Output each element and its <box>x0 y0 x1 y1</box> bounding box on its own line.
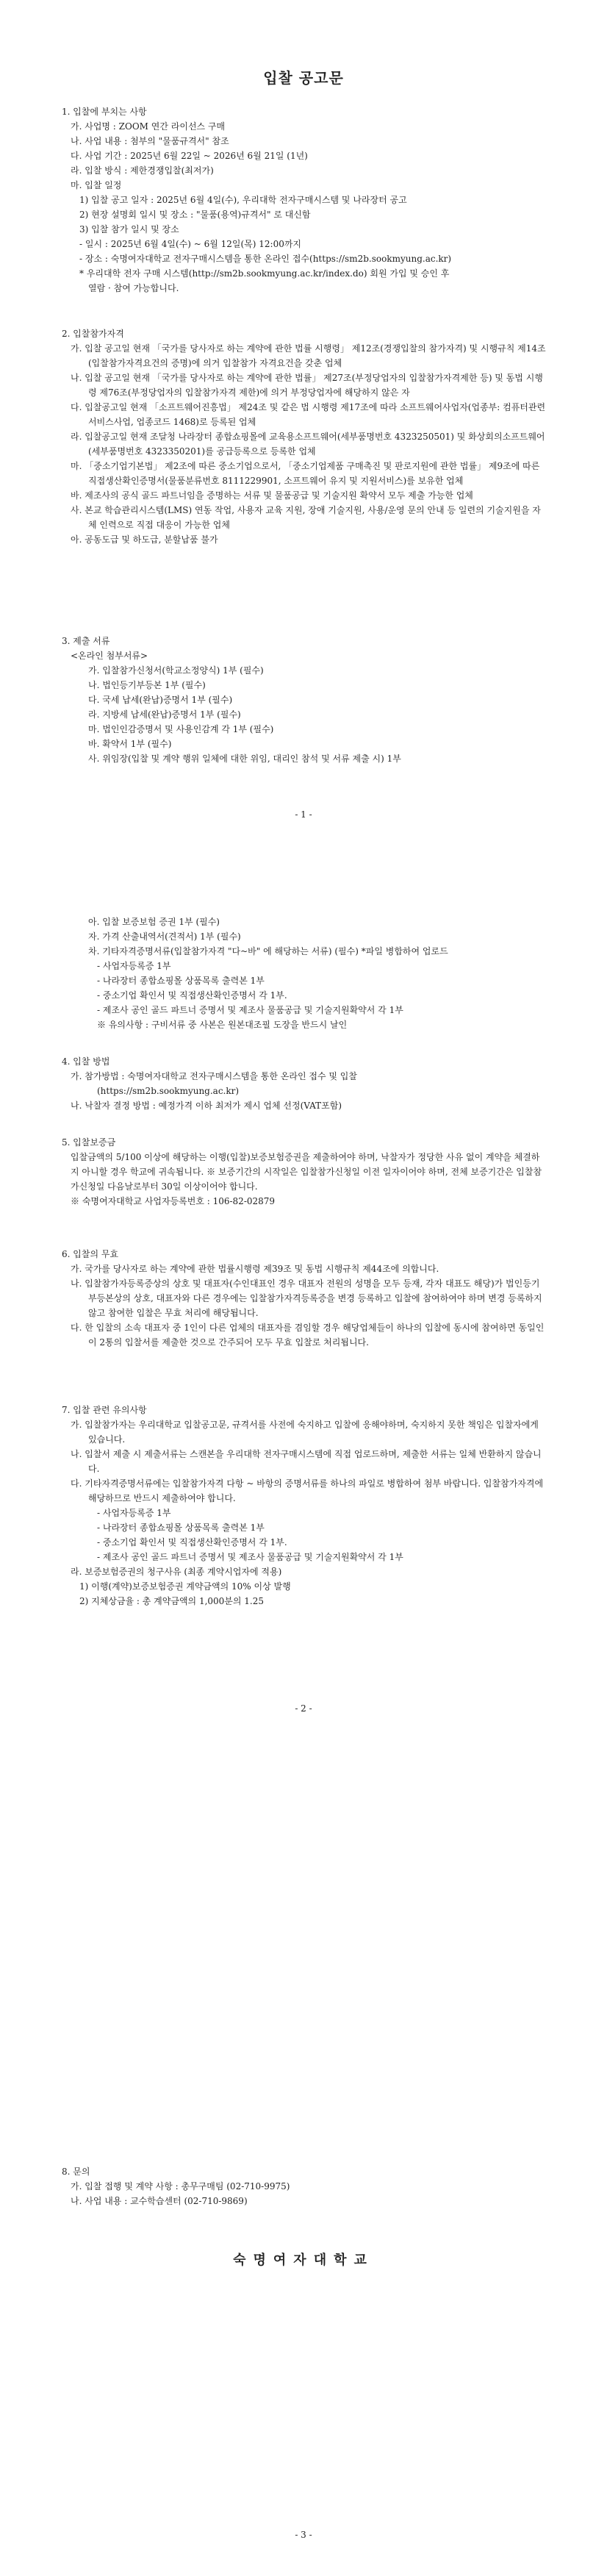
list-item: 다. 입찰공고일 현재 「소프트웨어진흥법」 제24조 및 같은 법 시행령 제17조에 따라 소프트웨어사업자(업종부: 컴퓨터관련서비스사업, 업종코드 1468)로 등록된 업체 <box>71 402 546 427</box>
list-item: - 중소기업 확인서 및 직접생산확인증명서 각 1부. <box>97 990 287 1001</box>
list-item: 1) 이행(계약)보증보험증권 계약금액의 10% 이상 발행 <box>79 1581 291 1592</box>
section-heading: 8. 문의 <box>62 2167 90 2177</box>
section-precautions <box>62 1403 547 1609</box>
list-item: 다. 사업 기간 : 2025년 6월 22일 ~ 2026년 6월 21일 (1년) <box>71 151 308 161</box>
list-item: 가. 참가방법 : 숙명여자대학교 전자구매시스템을 통한 온라인 접수 및 입찰 <box>71 1071 357 1081</box>
section-heading: 6. 입찰의 무효 <box>62 1249 119 1259</box>
list-item: 가. 입찰 접행 및 계약 사항 : 총무구매팀 (02-710-9975) <box>71 2181 290 2192</box>
section-heading: 2. 입찰참가자격 <box>62 329 124 339</box>
section-heading: 3. 제출 서류 <box>62 636 110 646</box>
section-documents <box>62 634 547 766</box>
list-item: 라. 보증보험증권의 청구사유 (최종 계약시업자에 적용) <box>71 1567 282 1577</box>
section-heading: 5. 입찰보증금 <box>62 1137 116 1148</box>
list-item: - 제조사 공인 골드 파트너 증명서 및 제조사 물품공급 및 기술지원확약서 각 1부 <box>97 1005 403 1015</box>
paragraph: 입찰금액의 5/100 이상에 해당하는 이행(입찰)보증보험증권을 제출하여야 하며, 낙찰자가 정당한 사유 없이 계약을 체결하지 아니할 경우 학교에 귀속됩니다. ※ 보증기간의 시작일은 입찰참가신청일 이전 일자이어야 하며, 전체 보증기간은 입찰참가신청일 다음날로부터 30일 이상이어야 합니다. <box>71 1152 542 1192</box>
list-item: 사. 위임장(입찰 및 계약 행위 일체에 대한 위임, 대리인 참석 및 서류 제출 시) 1부 <box>88 754 401 764</box>
list-item: 사. 본교 학습관리시스템(LMS) 연동 작업, 사용자 교육 지원, 장애 기술지원, 사용/운영 문의 안내 등 일련의 기술지원을 자체 인력으로 직접 대응이 가능한 업체 <box>71 505 541 530</box>
list-item: 나. 입찰참가자등록증상의 상호 및 대표자(수인대표인 경우 대표자 전원의 성명을 모두 등재, 각자 대표도 해당)가 법인등기부등본상의 상호, 대표자와 다른 경우에는 입찰참가자격등록증을 변경 등록하고 입찰에 참여하여야 하며 변경 등록하지 않고 참여한 입찰은 무효 처리에 해당됩니다. <box>71 1278 542 1318</box>
issuer-name: 숙명여자대학교 <box>233 2253 374 2268</box>
list-item: 바. 확약서 1부 (필수) <box>88 739 172 749</box>
list-item: - 나라장터 종합쇼핑몰 상품목록 출력본 1부 <box>97 976 265 986</box>
section-documents-continued <box>62 915 547 1032</box>
paragraph-note: ※ 숙명여자대학교 사업자등록번호 : 106-82-02879 <box>71 1196 276 1206</box>
list-item: 마. 법인인감증명서 및 사용인감계 각 1부 (필수) <box>88 724 274 734</box>
list-item: 다. 한 입찰의 소속 대표자 중 1인이 다른 업체의 대표자를 겸임할 경우 해당업체들이 하나의 입찰에 동시에 참여하면 동일인이 2통의 입찰서를 제출한 것으로 간주되어 모두 무효 입찰로 처리됩니다. <box>71 1323 545 1348</box>
list-item: 가. 입찰참가자는 우리대학교 입찰공고문, 규격서를 사전에 숙지하고 입찰에 응해야하며, 숙지하지 못한 책임은 입찰자에게 있습니다. <box>71 1420 539 1445</box>
page-number: - 3 - <box>295 2530 312 2540</box>
section-heading: 1. 입찰에 부치는 사항 <box>62 107 147 117</box>
list-item: 바. 제조사의 공식 골드 파트너임을 증명하는 서류 및 물품공급 및 기술지원 확약서 모두 제출 가능한 업체 <box>71 490 473 501</box>
list-item: - 일시 : 2025년 6월 4일(수) ~ 6월 12일(목) 12:00까지 <box>79 239 302 249</box>
list-item: 라. 지방세 납세(완납)증명서 1부 (필수) <box>88 709 241 720</box>
list-item: 라. 입찰공고일 현재 조달청 나라장터 종합쇼핑몰에 교육용소프트웨어(세부품명번호 4323250501) 및 화상회의소프트웨어(세부품명번호 4323350201)를 공급등록으로 등록한 업체 <box>71 432 545 457</box>
list-item: 2) 지체상금율 : 총 계약금액의 1,000분의 1.25 <box>79 1596 265 1606</box>
list-item: 나. 낙찰자 결정 방법 : 예정가격 이하 최저가 제시 업체 선정(VAT포함) <box>71 1101 342 1111</box>
section-contact <box>62 2164 547 2208</box>
section-qualifications <box>62 326 547 547</box>
list-item: 라. 입찰 방식 : 제한경쟁입찰(최저가) <box>71 165 214 176</box>
list-item: - 중소기업 확인서 및 직접생산확인증명서 각 1부. <box>97 1537 287 1548</box>
list-item: - 사업자등록증 1부 <box>97 1508 171 1518</box>
list-item: 나. 사업 내용 : 교수학습센터 (02-710-9869) <box>71 2196 248 2206</box>
list-item: 아. 입찰 보증보험 증권 1부 (필수) <box>88 917 220 927</box>
section-bidding-items <box>62 104 547 296</box>
list-item: 가. 사업명 : ZOOM 연간 라이선스 구매 <box>71 121 226 132</box>
list-item: (https://sm2b.sookmyung.ac.kr) <box>97 1086 240 1096</box>
section-bidding-method <box>62 1054 547 1113</box>
list-item: 다. 기타자격증명서류에는 입찰참가자격 다항 ~ 바항의 증명서류를 하나의 파일로 병합하여 첨부 바랍니다. 입찰참가자격에 해당하므로 반드시 제출하여야 합니다. <box>71 1478 544 1503</box>
section-heading: 4. 입찰 방법 <box>62 1056 110 1067</box>
list-item: 나. 입찰서 제출 시 제출서류는 스캔본을 우리대학 전자구매시스템에 직접 업로드하며, 제출한 서류는 일체 반환하지 않습니다. <box>71 1449 542 1474</box>
list-item: 나. 사업 내용 : 첨부의 "물품규격서" 참조 <box>71 136 229 146</box>
list-item: 3) 입찰 참가 일시 및 장소 <box>79 224 179 235</box>
section-bid-bond <box>62 1135 547 1209</box>
list-item: 1) 입찰 공고 일자 : 2025년 6월 4일(수), 우리대학 전자구매시스템 및 나라장터 공고 <box>79 195 407 205</box>
list-item: 열람 · 참여 가능합니다. <box>88 283 179 293</box>
list-item: 자. 가격 산출내역서(견적서) 1부 (필수) <box>88 931 241 942</box>
section-invalid-bids <box>62 1247 547 1350</box>
list-item: - 장소 : 숙명여자대학교 전자구매시스템을 통한 온라인 접수(https://sm2b.sookmyung.ac.kr) <box>79 254 452 264</box>
list-item: 가. 입찰참가신청서(학교소정양식) 1부 (필수) <box>88 665 264 676</box>
list-item: 가. 입찰 공고일 현재 「국가를 당사자로 하는 계약에 관한 법률 시행령」 제12조(경쟁입찰의 참가자격) 및 시행규칙 제14조(입찰참가자격요건의 증명)에 의거 입찰참가 자격요건을 갖춘 업체 <box>71 343 546 368</box>
document-title: 입찰 공고문 <box>263 69 344 87</box>
subsection-heading: <온라인 첨부서류> <box>71 651 148 661</box>
list-item: 나. 법인등기부등본 1부 (필수) <box>88 680 206 690</box>
list-item: - 제조사 공인 골드 파트너 증명서 및 제조사 물품공급 및 기술지원확약서 각 1부 <box>97 1552 403 1562</box>
list-item: 2) 현장 설명회 일시 및 장소 : "물품(용역)규격서" 로 대신함 <box>79 210 311 220</box>
list-item: * 우리대학 전자 구매 시스템(http://sm2b.sookmyung.ac.kr/index.do) 회원 가입 및 승인 후 <box>79 268 450 279</box>
section-heading: 7. 입찰 관련 유의사항 <box>62 1405 147 1415</box>
list-item: 마. 「중소기업기본법」 제2조에 따른 중소기업으로서, 「중소기업제품 구매촉진 및 판로지원에 관한 법률」 제9조에 따른 직접생산확인증명서(물품분류번호 8111229901, 소프트웨어 유지 및 지원서비스)를 보유한 업체 <box>71 461 540 486</box>
list-item: 다. 국세 납세(완납)증명서 1부 (필수) <box>88 695 233 705</box>
list-item: - 사업자등록증 1부 <box>97 961 171 971</box>
list-item: 마. 입찰 일정 <box>71 180 122 190</box>
page-number: - 1 - <box>295 809 312 820</box>
list-item: - 나라장터 종합쇼핑몰 상품목록 출력본 1부 <box>97 1523 265 1533</box>
list-item: 가. 국가를 당사자로 하는 계약에 관한 법률시행령 제39조 및 동법 시행규칙 제44조에 의합니다. <box>71 1264 439 1274</box>
list-item: 아. 공동도급 및 하도급, 분할납품 불가 <box>71 534 218 545</box>
list-item: 차. 기타자격증명서류(입찰참가자격 "다~바" 에 해당하는 서류) (필수) *파일 병합하여 업로드 <box>88 946 448 956</box>
list-item: ※ 유의사항 : 구비서류 중 사본은 원본대조필 도장을 반드시 날인 <box>97 1020 348 1030</box>
page-number: - 2 - <box>295 1703 312 1714</box>
list-item: 나. 입찰 공고일 현재 「국가를 당사자로 하는 계약에 관한 법률」 제27조(부정당업자의 입찰참가자격제한 등) 및 동법 시행령 제76조(부정당업자의 입찰참가자격 제한)에 의거 부정당업자에 해당하지 않은 자 <box>71 373 543 398</box>
